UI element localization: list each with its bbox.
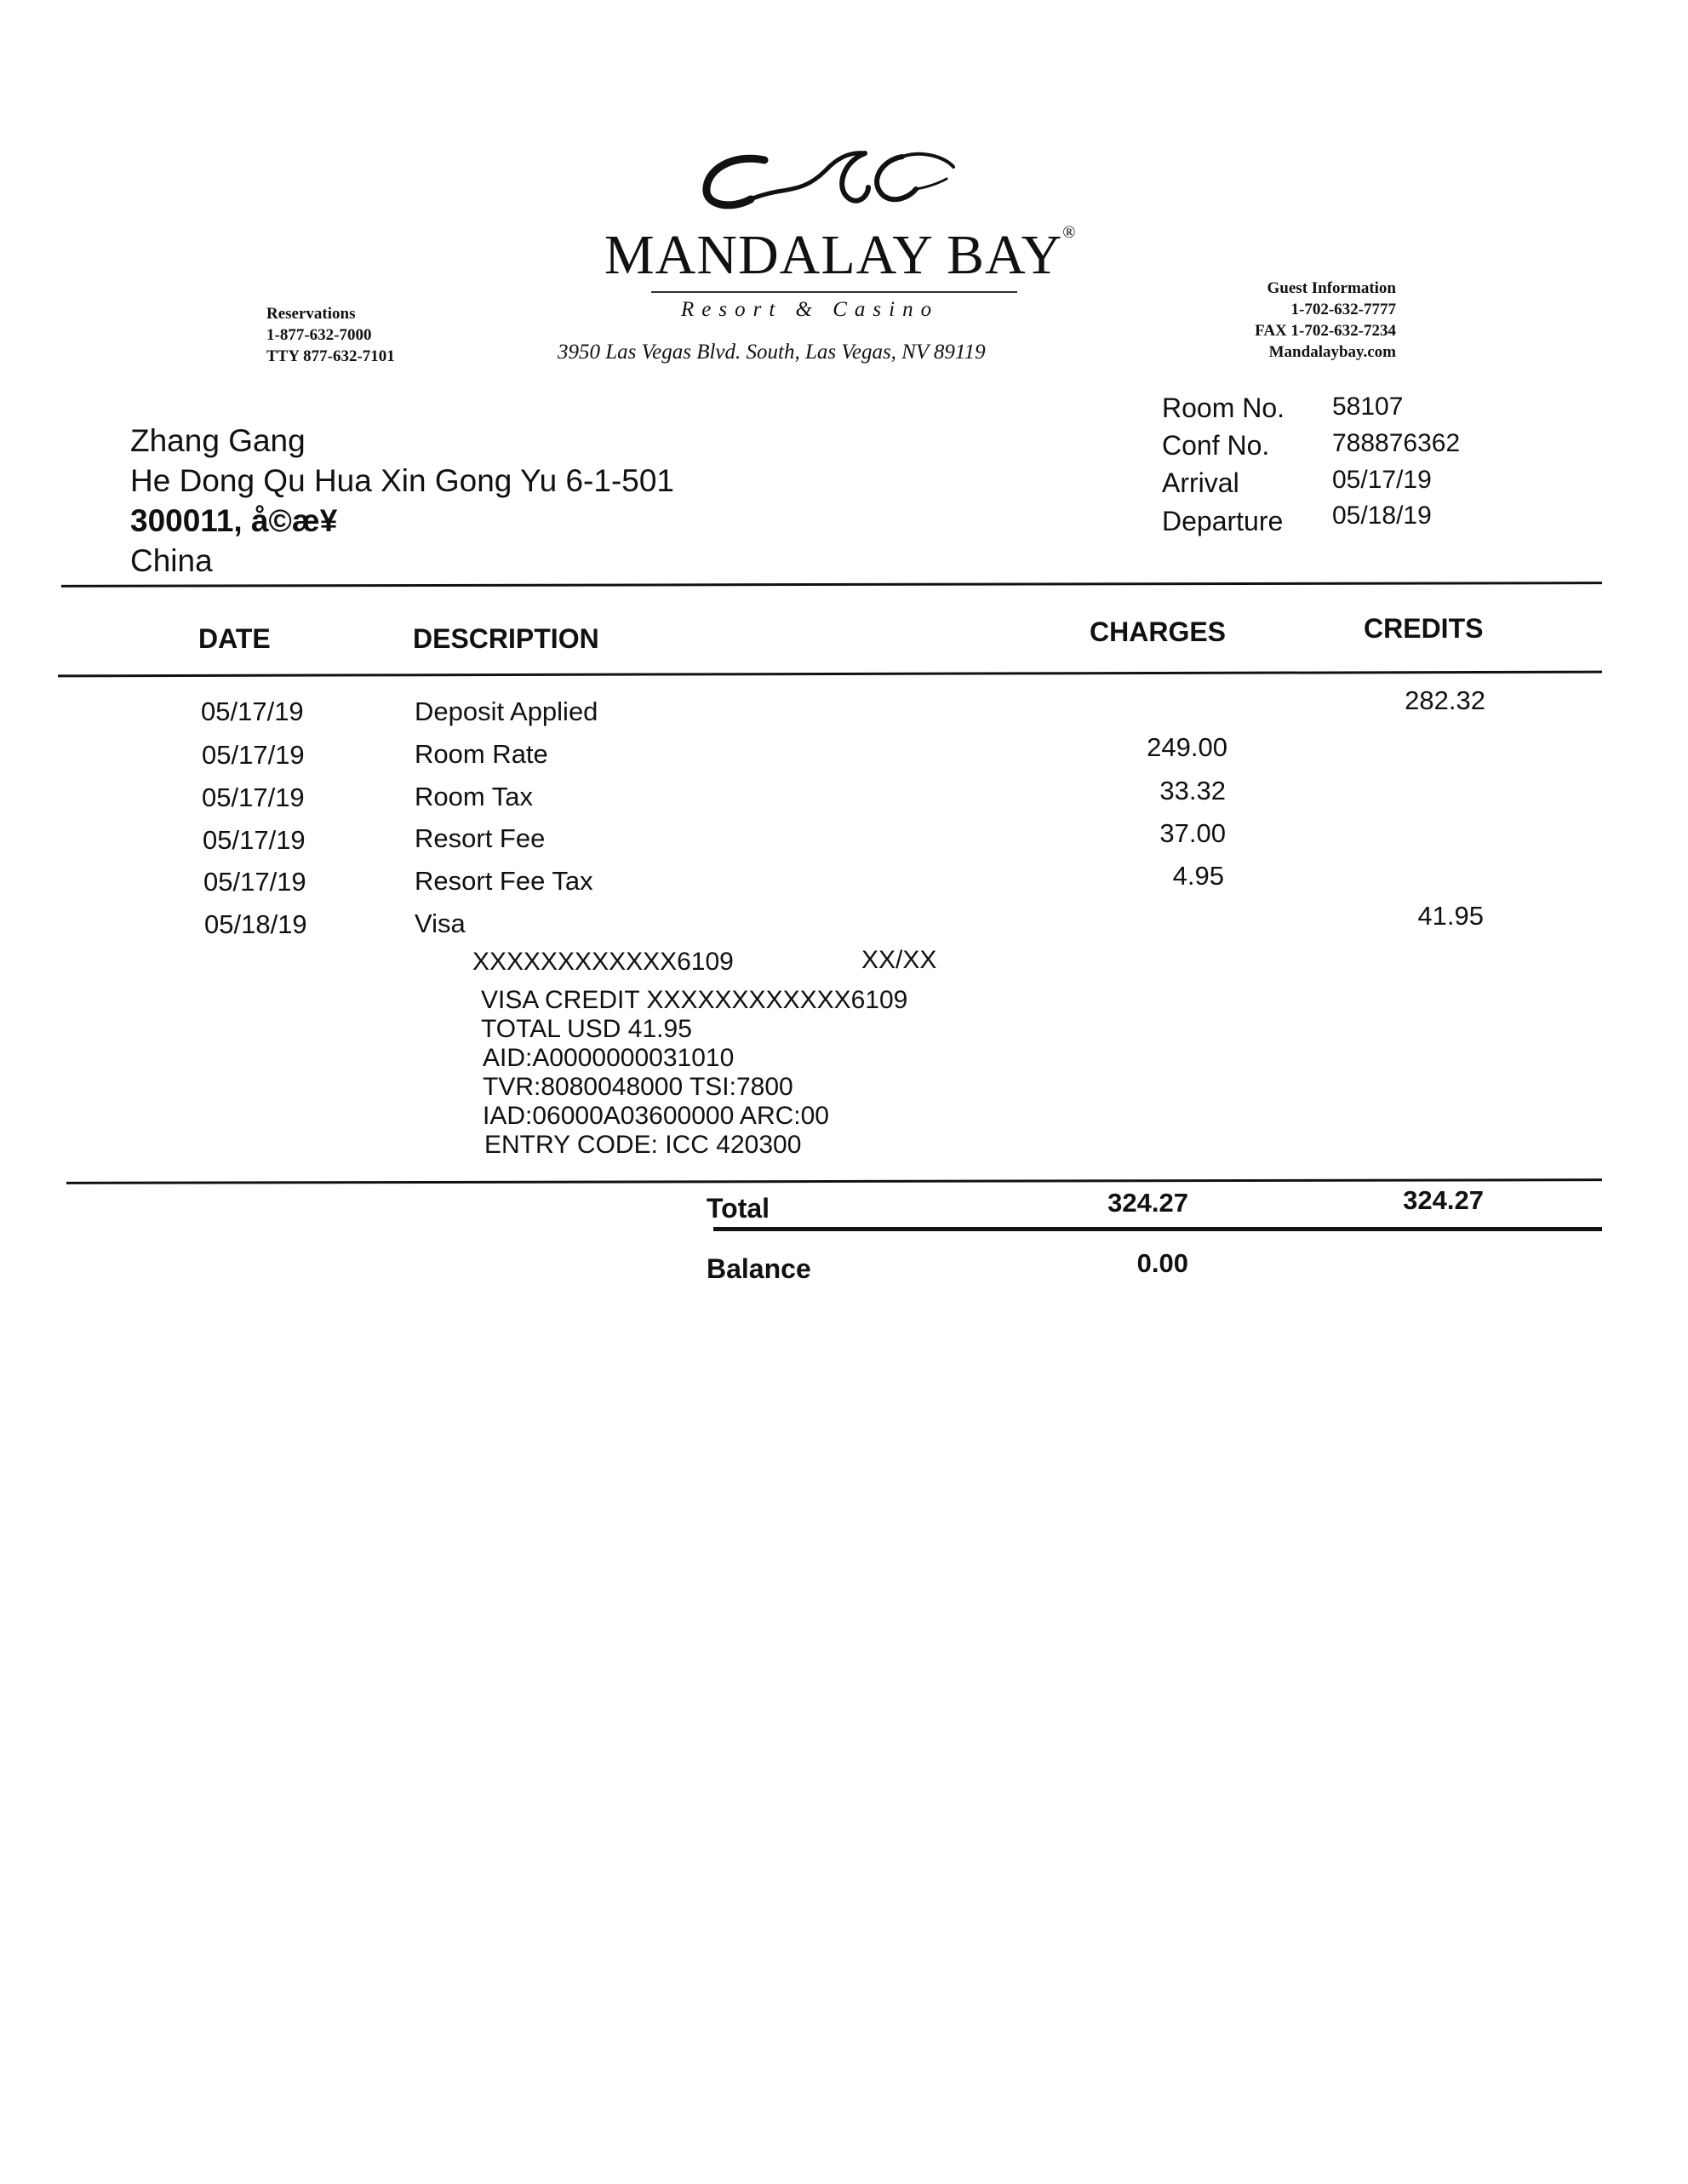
reservations-title: Reservations — [266, 305, 356, 323]
departure-value: 05/18/19 — [1332, 502, 1432, 530]
arrival-label: Arrival — [1162, 467, 1239, 498]
conf-no-value: 788876362 — [1332, 429, 1461, 457]
brand-tagline: Resort & Casino — [681, 298, 940, 321]
table-row-date: 05/17/19 — [202, 740, 305, 770]
card-detail-line: ENTRY CODE: ICC 420300 — [484, 1131, 802, 1159]
col-header-charges: CHARGES — [1090, 616, 1227, 647]
total-charges: 324.27 — [1107, 1188, 1188, 1218]
card-detail-line: TVR:8080048000 TSI:7800 — [483, 1073, 793, 1101]
table-row-date: 05/17/19 — [201, 696, 304, 726]
balance-value: 0.00 — [1136, 1248, 1188, 1278]
guest-address-line2: 300011, å©æ¥ — [130, 503, 338, 538]
table-row-charges: 4.95 — [1172, 861, 1224, 891]
table-row-charges: 249.00 — [1147, 732, 1227, 762]
reservations-tty: TTY 877-632-7101 — [266, 347, 395, 365]
reservations-phone: 1-877-632-7000 — [266, 326, 372, 344]
table-row-date: 05/17/19 — [202, 782, 305, 812]
guest-address — [130, 421, 674, 581]
col-header-credits: CREDITS — [1364, 613, 1484, 644]
room-no-label: Room No. — [1162, 393, 1285, 423]
table-row-description: Resort Fee Tax — [415, 866, 593, 896]
balance-label: Balance — [707, 1253, 811, 1284]
table-row-credits: 282.32 — [1405, 685, 1485, 715]
table-top-rule — [61, 582, 1602, 588]
room-no-value: 58107 — [1332, 393, 1404, 421]
guest-info-fax: FAX 1-702-632-7234 — [1255, 322, 1396, 340]
table-header-rule — [58, 671, 1602, 678]
guest-info-website: Mandalaybay.com — [1268, 343, 1396, 361]
card-detail-line: TOTAL USD 41.95 — [481, 1015, 692, 1043]
totals-top-rule — [66, 1178, 1602, 1184]
hotel-address: 3950 Las Vegas Blvd. South, Las Vegas, NV 89119 — [558, 341, 986, 364]
departure-label: Departure — [1162, 506, 1284, 536]
table-row-credits: 41.95 — [1417, 901, 1484, 931]
table-row-charges: 33.32 — [1159, 776, 1226, 805]
guest-info-phone: 1-702-632-7777 — [1290, 301, 1396, 318]
guest-country: China — [130, 543, 213, 578]
brand-divider — [651, 291, 1017, 293]
card-detail-line: VISA CREDIT XXXXXXXXXXXX6109 — [481, 986, 908, 1014]
guest-name: Zhang Gang — [130, 423, 306, 458]
table-row-charges: 37.00 — [1159, 818, 1226, 848]
total-credits: 324.27 — [1403, 1185, 1484, 1215]
wave-logo-icon — [698, 145, 970, 221]
registered-mark: ® — [1062, 223, 1077, 242]
table-row-description: Visa — [415, 909, 466, 938]
col-header-date: DATE — [198, 623, 271, 654]
conf-no-label: Conf No. — [1162, 430, 1270, 461]
guest-information-block — [1200, 278, 1396, 363]
table-row-description: Room Rate — [415, 739, 548, 769]
reservations-block — [266, 303, 395, 367]
total-label: Total — [707, 1193, 770, 1224]
table-row-date: 05/17/19 — [203, 825, 306, 855]
table-row-description: Resort Fee — [415, 823, 546, 853]
table-row-description: Deposit Applied — [415, 696, 598, 726]
guest-address-line1: He Dong Qu Hua Xin Gong Yu 6-1-501 — [130, 463, 675, 498]
table-row-date: 05/18/19 — [204, 909, 307, 939]
arrival-value: 05/17/19 — [1332, 466, 1432, 494]
col-header-description: DESCRIPTION — [413, 623, 599, 654]
card-detail-line: IAD:06000A03600000 ARC:00 — [483, 1102, 829, 1130]
brand-name: MANDALAY BAY® — [604, 223, 1077, 286]
card-number: XXXXXXXXXXXX6109 — [472, 948, 734, 976]
guest-info-title: Guest Information — [1267, 279, 1396, 297]
card-expiry: XX/XX — [861, 946, 937, 974]
totals-bottom-rule — [713, 1227, 1602, 1231]
table-row-description: Room Tax — [415, 782, 533, 811]
card-detail-line: AID:A0000000031010 — [483, 1044, 735, 1072]
table-row-date: 05/17/19 — [203, 867, 306, 897]
